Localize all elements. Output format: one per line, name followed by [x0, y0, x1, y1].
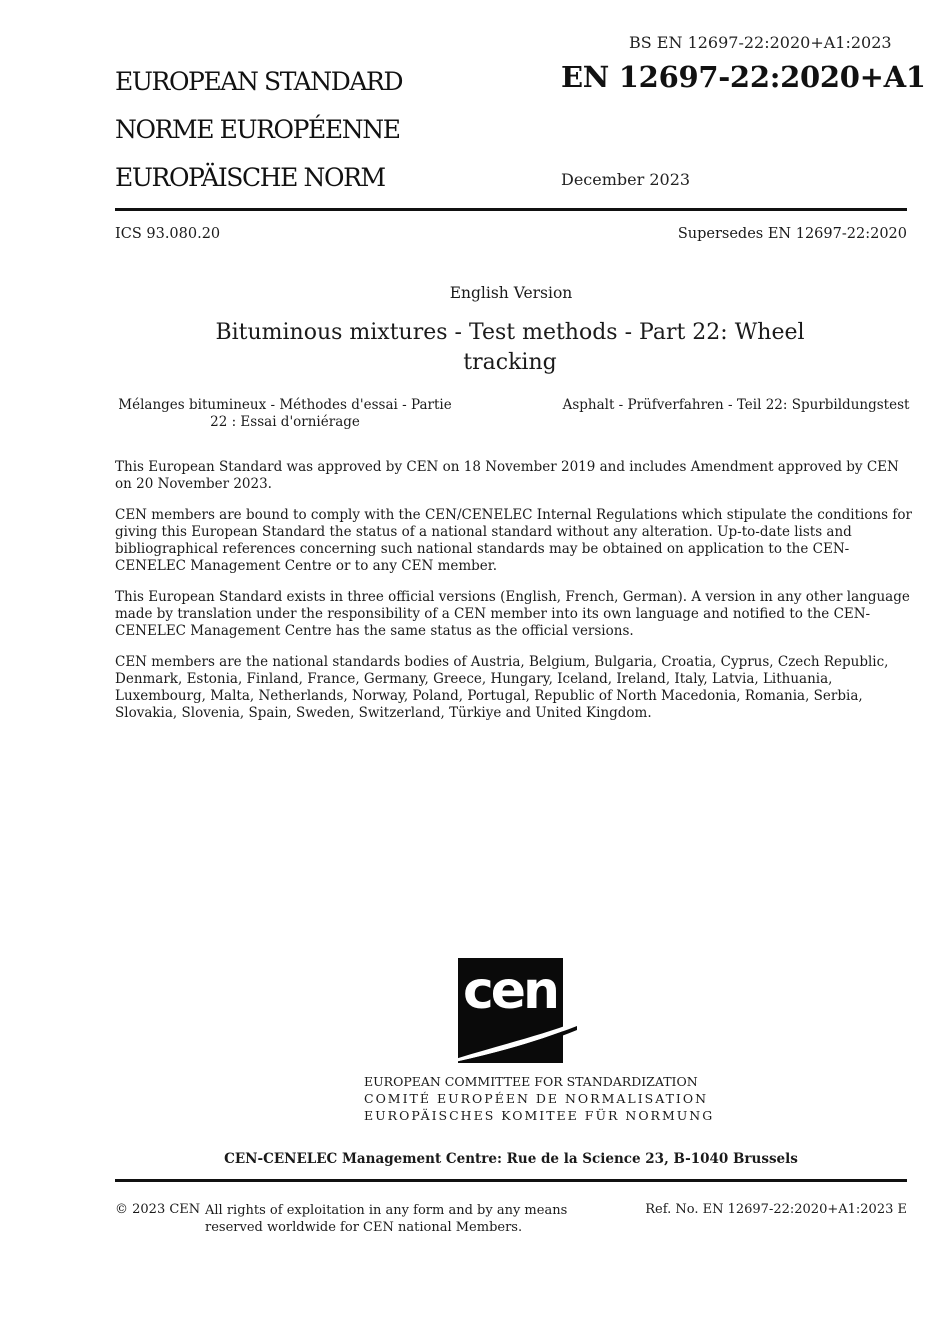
- copyright: © 2023 CEN: [115, 1202, 201, 1217]
- paragraph-versions: This European Standard exists in three official versions (English, French, German). A version in any other language made by translation under the responsibility of a CEN member into its own language and notified to the CEN-CENELEC Management Centre has the same status as the official versions.: [115, 589, 910, 639]
- title-german: Asphalt - Prüfverfahren - Teil 22: Spurbildungstest: [562, 397, 910, 413]
- bs-reference: BS EN 12697-22:2020+A1:2023: [629, 33, 892, 52]
- standard-title-fr: NORME EUROPÉENNE: [115, 115, 400, 144]
- title-french: Mélanges bitumineux - Méthodes d'essai - Partie 22 : Essai d'orniérage: [118, 397, 452, 430]
- cen-logo-text: cen: [462, 961, 558, 1021]
- document-title: Bituminous mixtures - Test methods - Part 22: Wheel tracking: [215, 320, 805, 375]
- footer-divider: [115, 1179, 907, 1182]
- supersedes-note: Supersedes EN 12697-22:2020: [677, 226, 907, 242]
- committee-name-en: EUROPEAN COMMITTEE FOR STANDARDIZATION: [364, 1074, 698, 1089]
- committee-names: [364, 1073, 714, 1124]
- ics-code: ICS 93.080.20: [115, 226, 221, 242]
- publication-date: December 2023: [561, 170, 691, 189]
- standard-title-de: EUROPÄISCHE NORM: [115, 163, 385, 192]
- committee-name-fr: COMITÉ EUROPÉEN DE NORMALISATION: [364, 1091, 709, 1106]
- paragraph-compliance: CEN members are bound to comply with the CEN/CENELEC Internal Regulations which stipulate the conditions for giving this European Standard the status of a national standard without any alteration. Up-to-date lists and bibliographical references concerning such national standards may be obtained on application to the CEN-CENELEC Management Centre or to any CEN member.: [115, 507, 912, 574]
- standard-title-en: EUROPEAN STANDARD: [115, 67, 403, 96]
- version-label: English Version: [449, 284, 573, 302]
- cen-logo-icon: [458, 958, 578, 1063]
- management-centre-address: CEN-CENELEC Management Centre: Rue de la Science 23, B-1040 Brussels: [224, 1151, 798, 1167]
- header-divider: [115, 208, 907, 211]
- paragraph-members: CEN members are the national standards bodies of Austria, Belgium, Bulgaria, Croatia, Cyprus, Czech Republic, Denmark, Estonia, Finland, France, Germany, Greece, Hungary, Iceland, Ireland, Italy, Latvia, Lithuania, Luxembourg, Malta, Netherlands, Norway, Poland, Portugal, Republic of North Macedonia, Romania, Serbia, Slovakia, Slovenia, Spain, Sweden, Switzerland, Türkiye and United Kingdom.: [115, 654, 889, 721]
- paragraph-approval: This European Standard was approved by CEN on 18 November 2019 and includes Amendment approved by CEN on 20 November 2023.: [115, 459, 899, 492]
- reference-number: Ref. No. EN 12697-22:2020+A1:2023 E: [645, 1202, 907, 1217]
- committee-name-de: EUROPÄISCHES KOMITEE FÜR NORMUNG: [364, 1108, 715, 1123]
- approval-text: [115, 459, 915, 736]
- rights-statement: All rights of exploitation in any form and by any means reserved worldwide for CEN national Members.: [205, 1203, 568, 1235]
- en-standard-number: EN 12697-22:2020+A1: [561, 60, 926, 94]
